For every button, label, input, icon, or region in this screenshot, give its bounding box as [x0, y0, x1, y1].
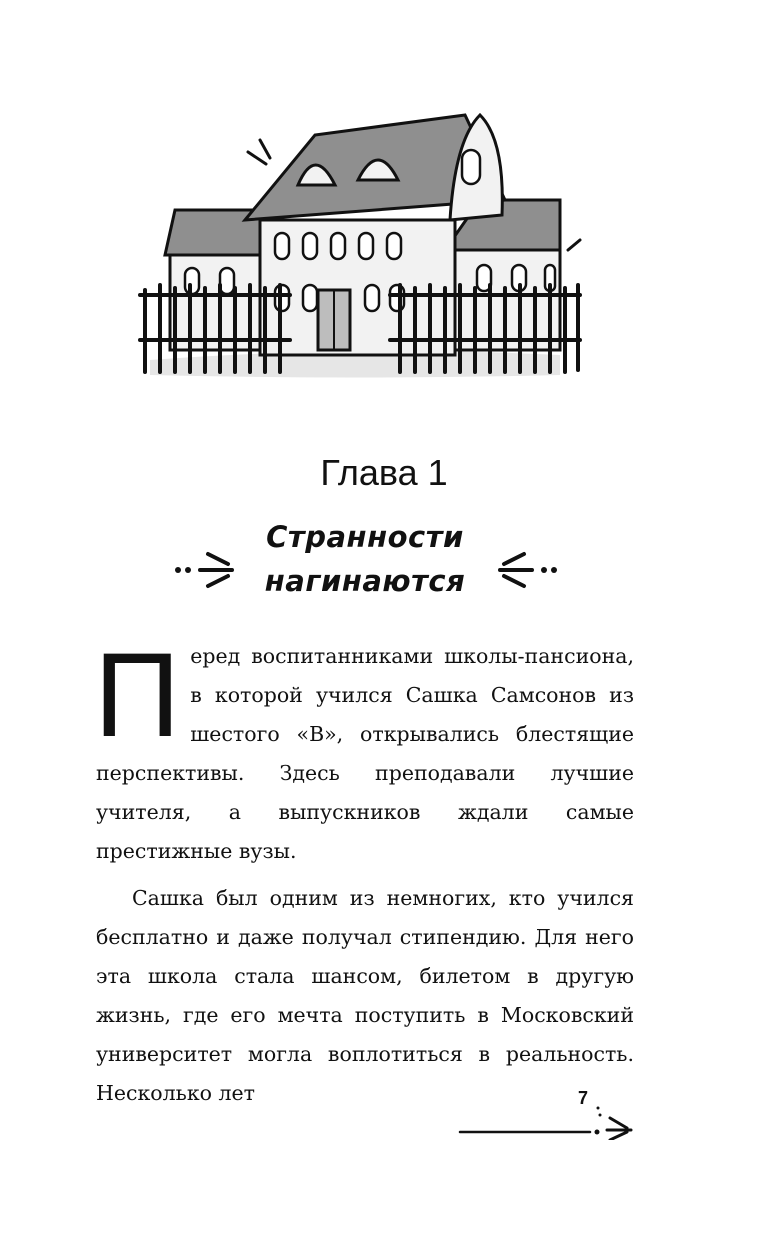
drop-cap-letter: П: [94, 628, 181, 762]
chapter-title-line1: Странности: [266, 520, 464, 554]
right-arrow-ornament-icon: [492, 540, 562, 600]
chapter-number: Глава 1: [320, 452, 448, 493]
paragraph-1: [94, 628, 634, 871]
body-text: [94, 628, 634, 1113]
paragraph-2: Сашка был одним из немногих, кто учился бесплатно и даже получал стипендию. Для него эта школа стала шансом, билетом в другую жизнь, где его мечта поступить в Московский университет могла воплотиться в реальность. Несколько лет: [96, 886, 634, 1105]
chapter-title-line2: нагинаются: [264, 564, 466, 598]
page-number: 7: [578, 1088, 589, 1108]
house-with-fence-illustration: [120, 90, 590, 390]
paragraph-1-text: еред воспитанниками школы-пансиона, в которой учился Сашка Самсонов из шестого «В», открывались блестящие перспективы. Здесь преподавали лучшие учителя, а выпускников ждали самые престижные вузы.: [96, 644, 634, 863]
footer-ornament-icon: [455, 1100, 635, 1140]
